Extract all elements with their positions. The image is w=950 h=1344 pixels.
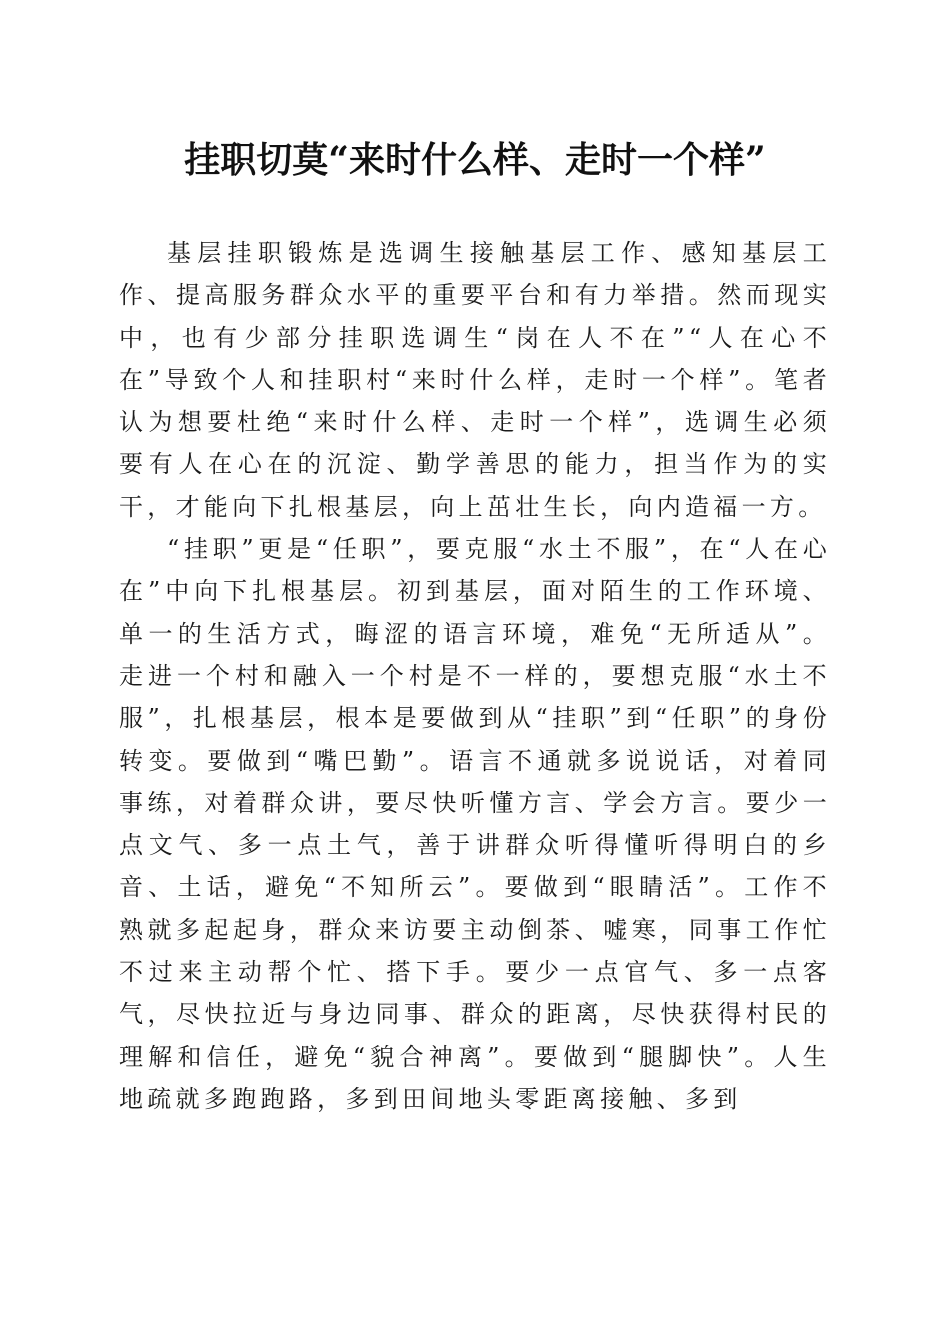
paragraph: “挂职”更是“任职”，要克服“水土不服”，在“人在心在”中向下扎根基层。初到基层，面对陌生的工作环境、单一的生活方式，晦涩的语言环境，难免“无所适从”。走进一个村和融入一个村是不一样的，要想克服“水土不服”，扎根基层，根本是要做到从“挂职”到“任职”的身份转变。要做到“嘴巴勤”。语言不通就多说说话，对着同事练，对着群众讲，要尽快听懂方言、学会方言。要少一点文气、多一点土气，善于讲群众听得懂听得明白的乡音、土话，避免“不知所云”。要做到“眼睛活”。工作不熟就多起起身，群众来访要主动倒茶、嘘寒，同事工作忙不过来主动帮个忙、搭下手。要少一点官气、多一点客气，尽快拉近与身边同事、群众的距离，尽快获得村民的理解和信任，避免“貌合神离”。要做到“腿脚快”。人生地疏就多跑跑路，多到田间地头零距离接触、多到 [119,535,831,1113]
document-title: 挂职切莫“来时什么样、走时一个样” [184,139,766,181]
paragraph: 基层挂职锻炼是选调生接触基层工作、感知基层工作、提高服务群众水平的重要平台和有力举措。然而现实中，也有少部分挂职选调生“岗在人不在”“人在心不在”导致个人和挂职村“来时什么样，走时一个样”。笔者认为想要杜绝“来时什么样、走时一个样”，选调生必须要有人在心在的沉淀、勤学善思的能力，担当作为的实干，才能向下扎根基层，向上茁壮生长，向内造福一方。 [119,239,831,521]
document-body [119,232,831,1120]
